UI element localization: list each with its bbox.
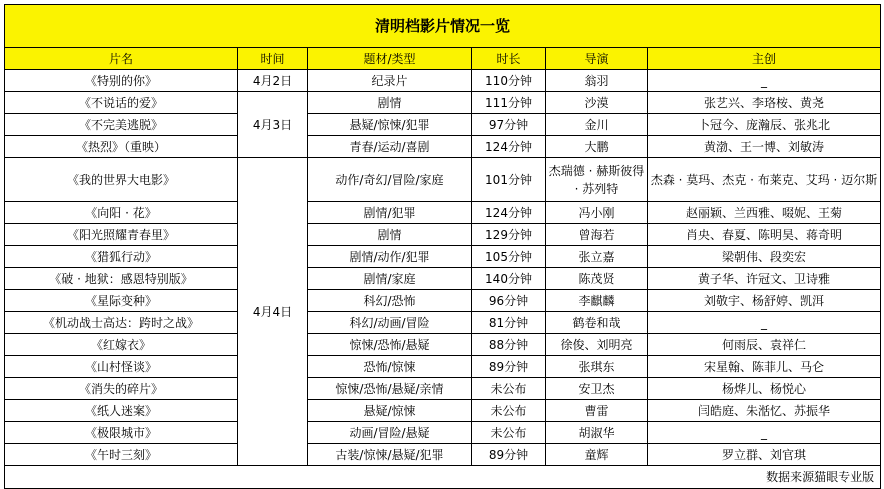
director: 徐俊、刘明亮 (546, 334, 648, 356)
genre: 惊悚/恐怖/悬疑/亲情 (308, 378, 472, 400)
table-row (5, 268, 881, 290)
director: 曾海若 (546, 224, 648, 246)
release-date: 4月2日 (238, 70, 308, 92)
film-title: 《向阳 · 花》 (5, 202, 238, 224)
header-film: 片名 (5, 48, 238, 70)
duration: 97分钟 (472, 114, 546, 136)
director: 鹤卷和哉 (546, 312, 648, 334)
cast: 何雨辰、袁祥仁 (648, 334, 881, 356)
header-director: 导演 (546, 48, 648, 70)
cast: 张艺兴、李珞桉、黄尧 (648, 92, 881, 114)
duration: 101分钟 (472, 158, 546, 202)
cast: 宋星翰、陈菲儿、马仑 (648, 356, 881, 378)
genre: 恐怖/惊悚 (308, 356, 472, 378)
header-cast: 主创 (648, 48, 881, 70)
source-row (5, 466, 881, 489)
duration: 96分钟 (472, 290, 546, 312)
table-row (5, 290, 881, 312)
duration: 88分钟 (472, 334, 546, 356)
cast: 杨烨儿、杨悦心 (648, 378, 881, 400)
genre: 剧情/犯罪 (308, 202, 472, 224)
table-title: 清明档影片情况一览 (5, 5, 881, 48)
film-title: 《不说话的爱》 (5, 92, 238, 114)
film-title: 《星际变种》 (5, 290, 238, 312)
data-source-note: 数据来源猫眼专业版 (5, 466, 881, 489)
genre: 科幻/动画/冒险 (308, 312, 472, 334)
genre: 古装/惊悚/悬疑/犯罪 (308, 444, 472, 466)
cast: 肖央、春夏、陈明昊、蒋奇明 (648, 224, 881, 246)
header-genre: 题材/类型 (308, 48, 472, 70)
table-row (5, 92, 881, 114)
cast: 刘敬宇、杨舒婷、凯洱 (648, 290, 881, 312)
duration: 124分钟 (472, 202, 546, 224)
film-title: 《热烈》（重映） (5, 136, 238, 158)
genre: 悬疑/惊悚/犯罪 (308, 114, 472, 136)
film-title: 《机动战士高达：跨时之战》 (5, 312, 238, 334)
genre: 剧情/家庭 (308, 268, 472, 290)
genre: 悬疑/惊悚 (308, 400, 472, 422)
film-title: 《红嫁衣》 (5, 334, 238, 356)
table-row (5, 334, 881, 356)
table-row (5, 356, 881, 378)
table-row (5, 246, 881, 268)
cast: 梁朝伟、段奕宏 (648, 246, 881, 268)
genre: 科幻/恐怖 (308, 290, 472, 312)
director: 胡淑华 (546, 422, 648, 444)
film-title: 《阳光照耀青春里》 (5, 224, 238, 246)
duration: 89分钟 (472, 356, 546, 378)
genre: 动作/奇幻/冒险/家庭 (308, 158, 472, 202)
film-title: 《午时三刻》 (5, 444, 238, 466)
table-row (5, 312, 881, 334)
genre: 青春/运动/喜剧 (308, 136, 472, 158)
director: 童辉 (546, 444, 648, 466)
cast: _ (648, 70, 881, 92)
director: 大鹏 (546, 136, 648, 158)
table-row (5, 202, 881, 224)
cast: 卜冠今、庞瀚辰、张兆北 (648, 114, 881, 136)
duration: 105分钟 (472, 246, 546, 268)
table-row (5, 224, 881, 246)
duration: 89分钟 (472, 444, 546, 466)
table-row (5, 70, 881, 92)
cast: 赵丽颖、兰西雅、啜妮、王菊 (648, 202, 881, 224)
cast: 黄子华、许冠文、卫诗雅 (648, 268, 881, 290)
film-table (4, 4, 881, 489)
table-row (5, 114, 881, 136)
cast: 杰森 · 莫玛、杰克 · 布莱克、艾玛 · 迈尔斯 (648, 158, 881, 202)
film-title: 《不完美逃脱》 (5, 114, 238, 136)
release-date: 4月3日 (238, 92, 308, 158)
cast: 黄渤、王一博、刘敏涛 (648, 136, 881, 158)
film-title: 《纸人迷案》 (5, 400, 238, 422)
film-title: 《极限城市》 (5, 422, 238, 444)
director: 安卫杰 (546, 378, 648, 400)
table-row (5, 422, 881, 444)
table-row (5, 400, 881, 422)
cast: 闫皓庭、朱湉忆、苏振华 (648, 400, 881, 422)
director: 杰瑞德 · 赫斯彼得 · 苏列特 (546, 158, 648, 202)
release-date: 4月4日 (238, 158, 308, 466)
film-title: 《特别的你》 (5, 70, 238, 92)
director: 张立嘉 (546, 246, 648, 268)
duration: 81分钟 (472, 312, 546, 334)
table-row (5, 444, 881, 466)
film-title: 《山村怪谈》 (5, 356, 238, 378)
film-title: 《消失的碎片》 (5, 378, 238, 400)
header-date: 时间 (238, 48, 308, 70)
duration: 未公布 (472, 422, 546, 444)
director: 翁羽 (546, 70, 648, 92)
genre: 剧情/动作/犯罪 (308, 246, 472, 268)
cast: _ (648, 312, 881, 334)
table-row (5, 136, 881, 158)
duration: 111分钟 (472, 92, 546, 114)
genre: 惊悚/恐怖/悬疑 (308, 334, 472, 356)
genre: 剧情 (308, 92, 472, 114)
director: 张琪东 (546, 356, 648, 378)
genre: 纪录片 (308, 70, 472, 92)
film-title: 《破 · 地狱：感恩特别版》 (5, 268, 238, 290)
header-row (5, 48, 881, 70)
director: 陈茂贤 (546, 268, 648, 290)
director: 金川 (546, 114, 648, 136)
cast: _ (648, 422, 881, 444)
title-row (5, 5, 881, 48)
film-title: 《猎狐行动》 (5, 246, 238, 268)
duration: 未公布 (472, 378, 546, 400)
genre: 剧情 (308, 224, 472, 246)
table-row (5, 378, 881, 400)
film-title: 《我的世界大电影》 (5, 158, 238, 202)
genre: 动画/冒险/悬疑 (308, 422, 472, 444)
table-row (5, 158, 881, 202)
duration: 124分钟 (472, 136, 546, 158)
director: 沙漠 (546, 92, 648, 114)
duration: 129分钟 (472, 224, 546, 246)
duration: 未公布 (472, 400, 546, 422)
cast: 罗立群、刘官琪 (648, 444, 881, 466)
director: 李麒麟 (546, 290, 648, 312)
duration: 110分钟 (472, 70, 546, 92)
director: 冯小刚 (546, 202, 648, 224)
director: 曹雷 (546, 400, 648, 422)
header-duration: 时长 (472, 48, 546, 70)
duration: 140分钟 (472, 268, 546, 290)
